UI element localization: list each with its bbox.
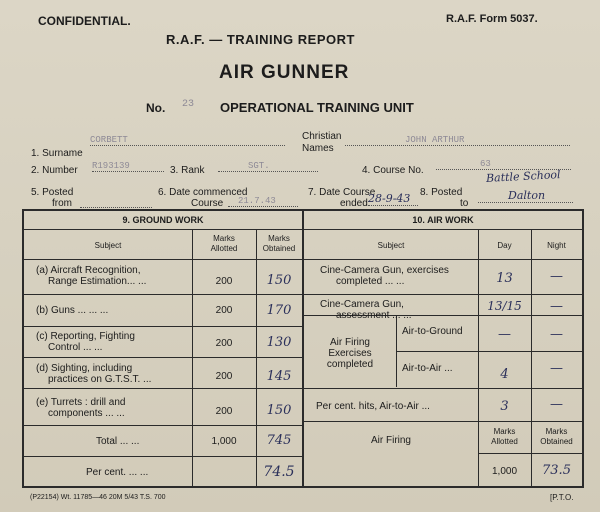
- report-title: R.A.F. — TRAINING REPORT: [166, 32, 355, 47]
- ground-total-allotted: 1,000: [211, 436, 237, 447]
- ground-total-label: Total ... ...: [96, 436, 140, 447]
- date-commenced-label-2: Course: [191, 198, 224, 209]
- course-no-value: 63: [436, 159, 571, 170]
- cine-exercises-day: 13: [496, 271, 513, 286]
- unit-name: OPERATIONAL TRAINING UNIT: [220, 100, 414, 115]
- ground-row-c-obtained: 130: [266, 335, 292, 350]
- cine-assessment-night: —: [550, 299, 563, 314]
- percent-hits-label: Per cent. hits, Air-to-Air ...: [316, 401, 430, 412]
- christian-names-value: JOHN ARTHUR: [345, 135, 570, 146]
- ground-row-d-obtained: 145: [266, 369, 292, 384]
- ground-row-c-allotted: 200: [215, 338, 233, 349]
- air-to-ground-day: —: [498, 327, 511, 342]
- air-subject-header: Subject: [377, 241, 405, 250]
- air-day-header: Day: [497, 241, 512, 250]
- ground-row-e-allotted: 200: [215, 406, 233, 417]
- ground-row-d-allotted: 200: [215, 371, 233, 382]
- air-to-air-label: Air-to-Air ...: [402, 363, 453, 374]
- report-subtitle: AIR GUNNER: [219, 62, 350, 83]
- please-turn-over: [P.T.O.: [550, 493, 574, 502]
- ground-row-a-obtained: 150: [266, 273, 292, 288]
- print-reference: (P22154) Wt. 11785—46 20M 5/43 T.S. 700: [30, 494, 166, 501]
- rank-value: SGT.: [218, 161, 318, 172]
- ground-row-a-allotted: 200: [215, 276, 233, 287]
- date-ended-value: 28-9-43: [368, 192, 418, 206]
- air-to-air-day: 4: [500, 367, 509, 382]
- date-commenced-label: 6. Date commenced: [158, 187, 248, 198]
- cine-assessment-label: Cine-Camera Gun, assessment ... ...: [320, 299, 412, 321]
- ground-row-c-label: (c) Reporting, Fighting Control ... ...: [36, 331, 135, 353]
- ground-subject-header: Subject: [94, 241, 122, 250]
- christian-names-label: Christian: [302, 131, 342, 142]
- unit-number-value: 23: [182, 99, 195, 110]
- posted-to-value-2: Dalton: [478, 189, 573, 203]
- percent-hits-night: —: [550, 397, 563, 412]
- posted-to-value: Battle School: [485, 168, 561, 185]
- air-to-ground-night: —: [550, 327, 563, 342]
- christian-names-label-2: Names: [302, 143, 334, 154]
- ground-percent-label: Per cent. ... ...: [86, 467, 149, 478]
- rank-label: 3. Rank: [170, 165, 205, 176]
- posted-from-line: [80, 207, 152, 208]
- form-number: R.A.F. Form 5037.: [446, 13, 538, 25]
- number-label: 2. Number: [31, 165, 78, 176]
- ground-row-b-label: (b) Guns ... ... ...: [36, 305, 109, 316]
- ground-row-a-label: (a) Aircraft Recognition, Range Estimation... ...: [36, 265, 147, 287]
- course-no-label: 4. Course No.: [362, 165, 424, 176]
- posted-to-label: 8. Posted: [420, 187, 463, 198]
- air-to-ground-label: Air-to-Ground: [402, 326, 463, 337]
- surname-label: 1. Surname: [31, 148, 83, 159]
- ground-row-b-allotted: 200: [215, 305, 233, 316]
- date-ended-label: 7. Date Course: [308, 187, 376, 198]
- cine-exercises-label: Cine-Camera Gun, exercises completed ... ...: [320, 265, 449, 287]
- ground-row-d-label: (d) Sighting, including practices on G.T.S.T. ...: [36, 363, 152, 385]
- unit-number-label: No.: [146, 101, 166, 115]
- air-to-air-night: —: [550, 361, 563, 376]
- air-firing-allotted-header: Marks Allotted: [491, 427, 518, 446]
- surname-value: CORBETT: [90, 135, 285, 146]
- air-firing-marks-label: Air Firing: [370, 435, 411, 446]
- ground-allotted-header: Marks Allotted: [210, 234, 238, 253]
- air-firing-obtained: 73.5: [542, 463, 571, 478]
- air-firing-obtained-header: Marks Obtained: [540, 427, 573, 446]
- percent-hits-day: 3: [500, 399, 509, 414]
- posted-from-label-2: from: [52, 198, 72, 209]
- ground-row-b-obtained: 170: [266, 303, 292, 318]
- ground-row-e-label: (e) Turrets : drill and components ... ...: [36, 397, 126, 419]
- ground-obtained-header: Marks Obtained: [262, 234, 296, 253]
- marks-table: [22, 209, 584, 488]
- number-value: R193139: [92, 161, 164, 172]
- ground-work-heading: 9. GROUND WORK: [122, 215, 204, 225]
- air-firing-allotted: 1,000: [491, 466, 518, 477]
- ground-percent-obtained: 74.5: [263, 464, 295, 480]
- confidential-label: CONFIDENTIAL.: [38, 14, 131, 28]
- date-commenced-value: 21.7.43: [228, 196, 298, 207]
- air-work-heading: 10. AIR WORK: [412, 215, 474, 225]
- ground-total-obtained: 745: [266, 433, 292, 448]
- cine-exercises-night: —: [550, 269, 563, 284]
- posted-to-label-2: to: [460, 198, 469, 209]
- posted-from-label: 5. Posted: [31, 187, 74, 198]
- cine-assessment-day: 13/15: [487, 299, 522, 313]
- date-ended-label-2: ended: [340, 198, 368, 209]
- air-firing-exercises-label: Air Firing Exercises completed: [326, 337, 374, 370]
- air-night-header: Night: [547, 241, 566, 250]
- ground-row-e-obtained: 150: [266, 403, 292, 418]
